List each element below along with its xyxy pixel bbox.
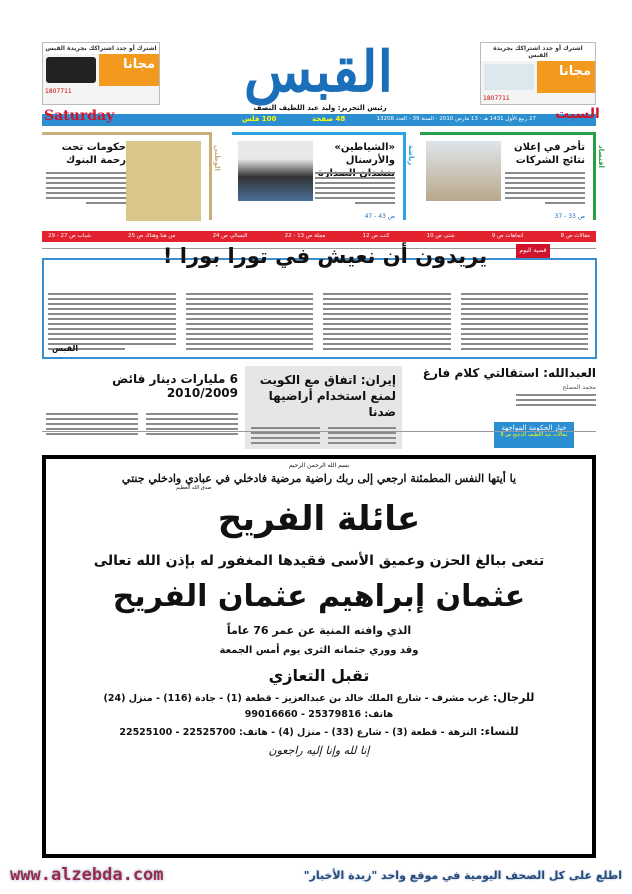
subscription-ad-left[interactable] xyxy=(42,42,160,105)
ad-title: اشترك أو جدد اشتراكك بجريدة القبس xyxy=(43,43,159,54)
price: 100 فلس xyxy=(242,115,277,123)
index-item[interactable]: كتب ص 12 xyxy=(362,233,390,239)
story-title: إيران: اتفاق مع الكويت لمنع استخدام أراضيها ضدنا xyxy=(259,373,396,419)
section-tag: الوطني xyxy=(213,145,221,171)
obituary-notice xyxy=(42,455,596,858)
page-ref: ص 43 - 47 xyxy=(364,213,395,220)
story-resignation[interactable] xyxy=(410,366,596,409)
men-phone: هاتف: 25379816 - 99016660 xyxy=(244,709,394,720)
story-surplus[interactable] xyxy=(46,372,238,438)
quran-verse: يا أيتها النفس المطمئنة ارجعي إلى ربك راضية مرضية فادخلي في عبادي وادخلي جنتي xyxy=(121,472,517,485)
ad-phone: 1807711 xyxy=(45,88,72,95)
index-item[interactable]: من هنا وهناك ص 25 xyxy=(127,233,176,239)
verse-end: صدق الله العظيم xyxy=(176,485,212,491)
burial-line: وقد ووري جثمانه الثرى يوم أمس الجمعة xyxy=(219,645,419,656)
women-address: النزهة - قطعة (3) - شارع (33) - منزل (4) - هاتف: 22525700 - 22525100 xyxy=(119,727,477,738)
family-name: عائلة الفريح xyxy=(217,499,421,539)
story-iran-box[interactable] xyxy=(245,366,402,449)
magazine-cover xyxy=(126,141,201,221)
page-count: 48 صفحة xyxy=(312,115,346,123)
story-title: تأخر في إعلان نتائج الشركات xyxy=(514,142,585,166)
refinery-photo xyxy=(426,141,501,201)
day-arabic: السبت xyxy=(555,106,600,122)
age-line: الذي وافته المنية عن عمر 76 عاماً xyxy=(226,624,412,637)
editor-line: رئيس التحرير: وليد عبد اللطيف النصف xyxy=(253,104,387,112)
index-item[interactable]: التسالي ص 24 xyxy=(212,233,248,239)
date-bar xyxy=(42,114,596,126)
basmala: بسم الله الرحمن الرحيم xyxy=(288,462,350,469)
story-title: العبدالله: استقالتي كلام فارغ xyxy=(422,366,596,380)
index-item[interactable]: مقالات ص 8 xyxy=(560,233,590,239)
index-item[interactable]: اتجاهات ص 9 xyxy=(491,233,524,239)
main-story-body xyxy=(48,290,588,353)
story-title: 6 مليارات دينار فائض 2010/2009 xyxy=(112,372,238,400)
column-title: خيار الحكومة المواجهة xyxy=(501,424,567,432)
men-label: للرجال: xyxy=(492,691,535,704)
main-headline: يريدون أن نعيش في تورا بورا ! xyxy=(162,244,488,268)
condolence-title: تقبل التعازي xyxy=(268,666,370,685)
top-story-economy[interactable] xyxy=(420,132,605,220)
index-item[interactable]: شتى ص 10 xyxy=(426,233,455,239)
divider xyxy=(42,431,596,432)
men-address: غرب مشرف - شارع الملك خالد بن عبدالعزيز - قطعة (1) - جادة (116) - منزل (24) xyxy=(103,693,490,704)
website-link[interactable]: www.alzebda.com xyxy=(10,865,164,885)
footer-promo xyxy=(10,865,622,885)
story-badge: قضية اليوم xyxy=(516,244,550,258)
promo-text: اطلع على كل الصحف اليومية في موقع واحد "زبدة الأخبار" xyxy=(303,868,622,882)
byline: محمد المصلح xyxy=(562,384,596,391)
section-tag: رياضة xyxy=(407,145,415,166)
day-english: Saturday xyxy=(44,108,115,124)
announcement: تنعى ببالغ الحزن وعميق الأسى فقيدها المغفور له بإذن الله تعالى xyxy=(93,553,545,569)
newspaper-image xyxy=(484,64,534,90)
newspaper-logo: القبس xyxy=(243,39,394,105)
story-title: «الشياطين» والأرسنال xyxy=(334,142,395,166)
index-item[interactable]: مجلة ص 13 - 22 xyxy=(284,233,326,239)
top-story-banks[interactable] xyxy=(42,132,221,220)
date-line: 27 ربيع الأول 1431 هـ - 13 مارس 2010 - السنة 39 - العدد 13208 xyxy=(376,116,536,122)
ad-title: اشترك أو جدد اشتراكك بجريدة القبس xyxy=(481,43,595,61)
deceased-name: عثمان إبراهيم عثمان الفريح xyxy=(112,579,526,614)
device-image xyxy=(46,57,96,83)
ad-phone: 1807711 xyxy=(483,95,510,102)
signature: القبس xyxy=(52,344,79,353)
page-ref: ص 33 - 37 xyxy=(554,213,585,220)
women-label: للنساء: xyxy=(480,725,519,738)
closing-verse: إنا لله وإنا إليه راجعون xyxy=(268,744,370,757)
subscription-ad-right[interactable] xyxy=(480,42,596,105)
football-photo xyxy=(238,141,313,201)
story-title: حكومات تحت رحمة البنوك xyxy=(61,142,126,166)
index-item[interactable]: شباب ص 27 - 29 xyxy=(48,233,91,239)
column-box[interactable] xyxy=(494,422,574,448)
top-story-sports[interactable] xyxy=(232,132,415,220)
index-bar xyxy=(42,231,596,242)
ad-offer: مجانا xyxy=(537,61,595,93)
ad-offer: مجانا xyxy=(99,54,159,86)
column-sub: مقالات عبد اللطيف الدعيج ص 8 xyxy=(500,432,568,438)
section-tag: اقتصاد xyxy=(597,145,605,168)
